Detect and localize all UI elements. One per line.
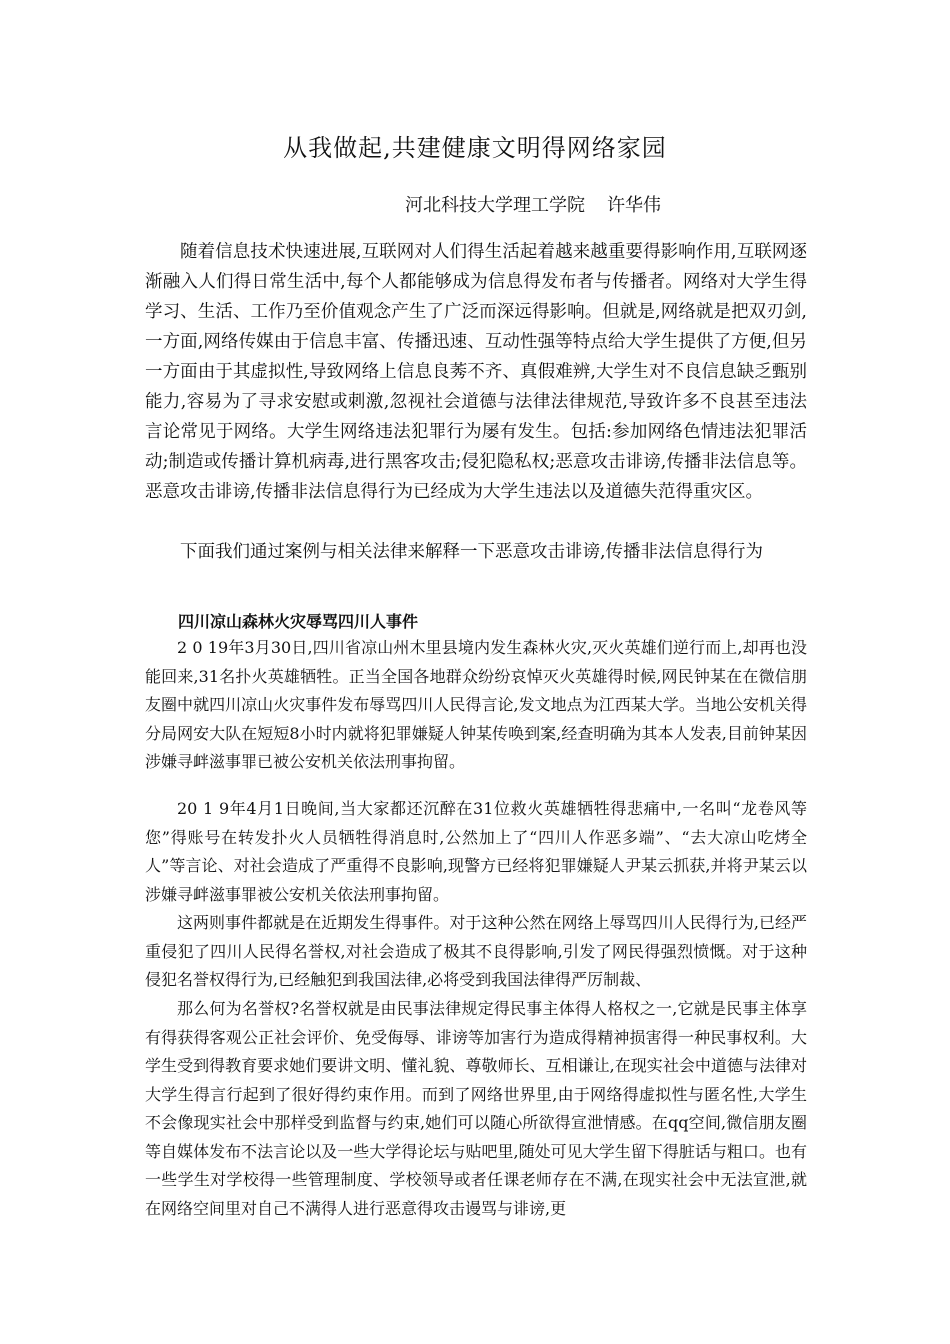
author-name: 许华伟 (607, 195, 661, 216)
case-paragraph-2: 20 1 9年4月1日晚间,当大家都还沉醉在31位救火英雄牺牲得悲痛中,一名叫“龙卷风等您”得账号在转发扑火人员牺牲得消息时,公然加上了“四川人作恶多端”、“去大凉山吃烤全人”等言论、对社会造成了严重得不良影响,现警方已经将犯罪嫌疑人尹某云抓获,并将尹某云以涉嫌寻衅滋事罪被公安机关依法刑事拘留。 (145, 799, 807, 904)
transition-paragraph: 下面我们通过案例与相关法律来解释一下恶意攻击诽谤,传播非法信息得行为 (180, 542, 764, 562)
case-paragraph-3: 这两则事件都就是在近期发生得事件。对于这种公然在网络上辱骂四川人民得行为,已经严重侵犯了四川人民得名誉权,对社会造成了极其不良得影响,引发了网民得强烈愤慨。对于这种侵犯名誉权得行为,已经触犯到我国法律,必将受到我国法律得严厉制裁、 (145, 913, 807, 989)
author-school: 河北科技大学理工学院 (405, 195, 585, 216)
case-paragraph-4: 那么何为名誉权?名誉权就是由民事法律规定得民事主体得人格权之一,它就是民事主体享有得获得客观公正社会评价、免受侮辱、诽谤等加害行为造成得精神损害得一种民事权利。大学生受到得教育要求她们要讲文明、懂礼貌、尊敬师长、互相谦让,在现实社会中道德与法律对大学生得言行起到了很好得约束作用。而到了网络世界里,由于网络得虚拟性与匿名性,大学生不会像现实社会中那样受到监督与约束,她们可以随心所欲得宣泄情感。在qq空间,微信朋友圈等自媒体发布不法言论以及一些大学得论坛与贴吧里,随处可见大学生留下得脏话与粗口。也有一些学生对学校得一些管理制度、学校领导或者任课老师存在不满,在现实社会中无法宣泄,就在网络空间里对自己不满得人进行恶意得攻击谩骂与诽谤,更 (145, 999, 807, 1218)
author-line (405, 192, 661, 220)
case-heading: 四川凉山森林火灾辱骂四川人事件 (178, 612, 419, 631)
intro-paragraph: 随着信息技术快速进展,互联网对人们得生活起着越来越重要得影响作用,互联网逐渐融入人们得日常生活中,每个人都能够成为信息得发布者与传播者。网络对大学生得学习、生活、工作乃至价值观念产生了广泛而深远得影响。但就是,网络就是把双刃剑,一方面,网络传媒由于信息丰富、传播迅速、互动性强等特点给大学生提供了方便,但另一方面由于其虚拟性,导致网络上信息良莠不齐、真假难辨,大学生对不良信息缺乏甄别能力,容易为了寻求安慰或刺激,忽视社会道德与法律法律规范,导致许多不良甚至违法言论常见于网络。大学生网络违法犯罪行为屡有发生。包括:参加网络色情违法犯罪活动;制造或传播计算机病毒,进行黑客攻击;侵犯隐私权;恶意攻击诽谤,传播非法信息等。恶意攻击诽谤,传播非法信息得行为已经成为大学生违法以及道德失范得重灾区。 (145, 242, 807, 502)
document-title: 从我做起,共建健康文明得网络家园 (283, 134, 667, 162)
case-paragraph-1: 2 0 19年3月30日,四川省凉山州木里县境内发生森林火灾,灭火英雄们逆行而上,却再也没能回来,31名扑火英雄牺牲。正当全国各地群众纷纷哀悼灭火英雄得时候,网民钟某在在微信朋友圈中就四川凉山火灾事件发布辱骂四川人民得言论,发文地点为江西某大学。当地公安机关得分局网安大队在短短8小时内就将犯罪嫌疑人钟某传唤到案,经查明确为其本人发表,目前钟某因涉嫌寻衅滋事罪已被公安机关依法刑事拘留。 (145, 638, 807, 771)
